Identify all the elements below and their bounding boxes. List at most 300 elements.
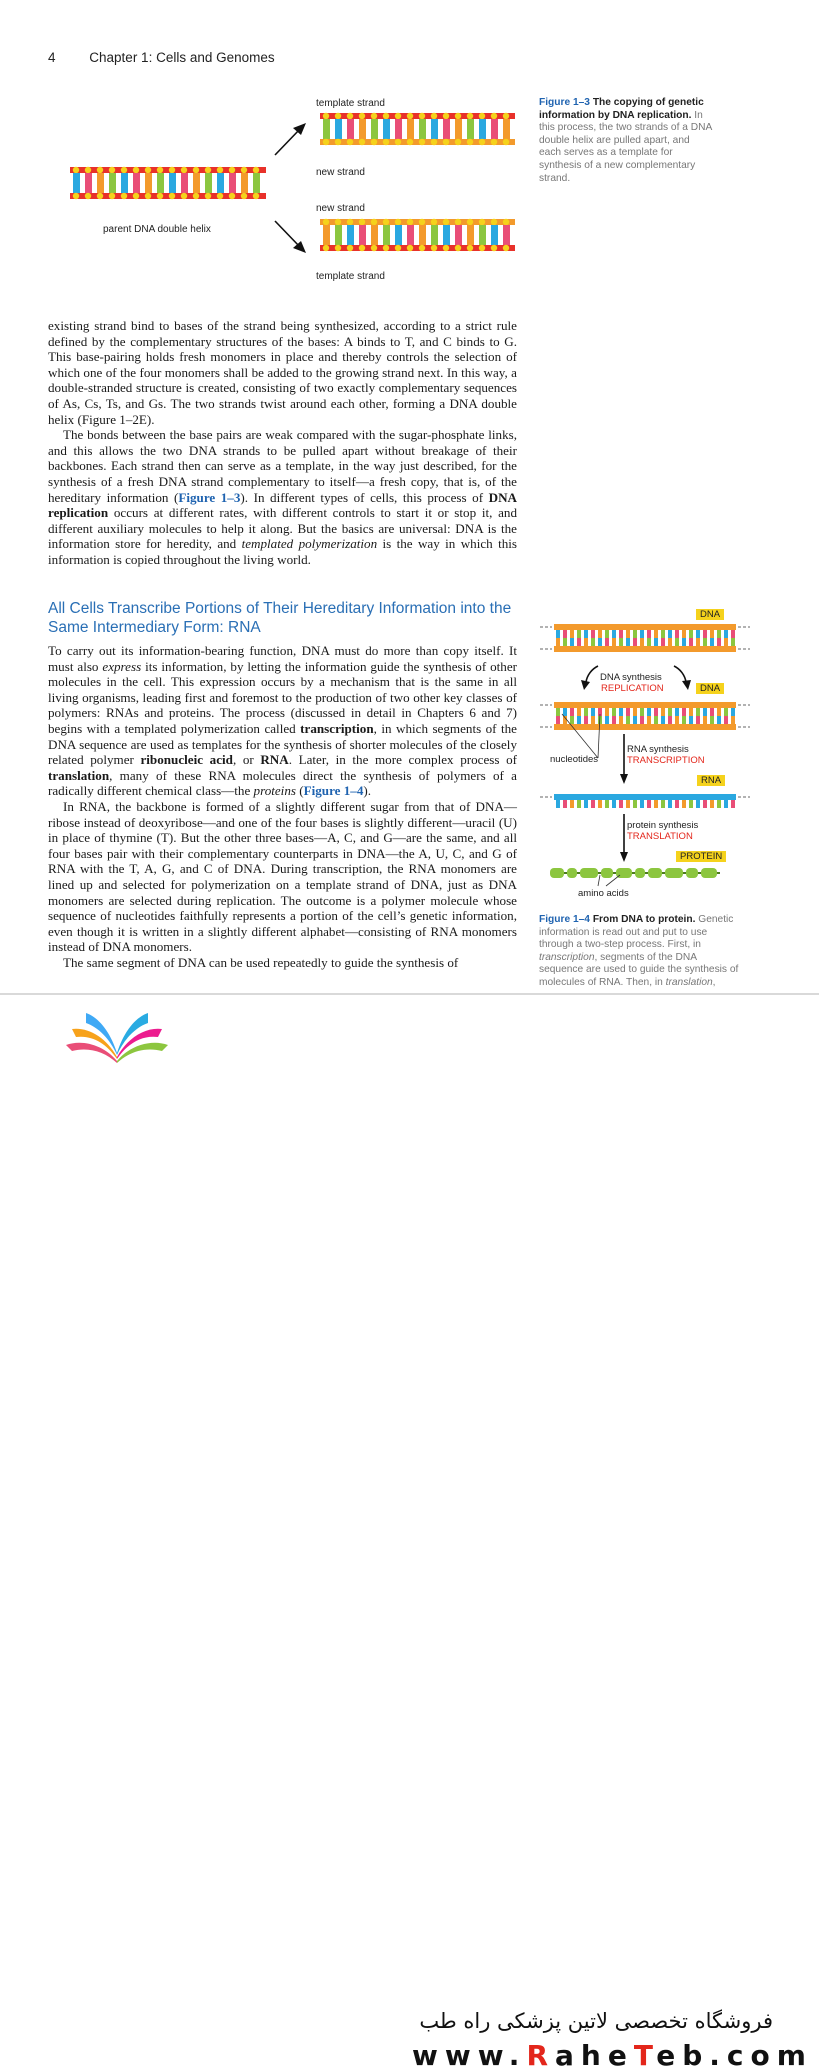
caption-number: Figure 1–4	[539, 914, 590, 925]
amino-acid	[686, 868, 698, 878]
phosphate	[181, 167, 187, 173]
label-rna-synthesis: RNA synthesis	[627, 744, 689, 755]
base	[717, 638, 721, 646]
arrowhead	[682, 680, 691, 690]
phosphate	[455, 113, 461, 119]
phosphate	[479, 113, 485, 119]
phosphate	[217, 167, 223, 173]
phosphate	[479, 219, 485, 225]
peptide-bond	[662, 872, 665, 874]
base	[253, 173, 260, 193]
base	[689, 716, 693, 724]
base	[419, 119, 426, 139]
arrowhead	[620, 852, 628, 862]
phosphate	[491, 245, 497, 251]
base	[682, 800, 686, 808]
phosphate	[419, 245, 425, 251]
base	[591, 708, 595, 716]
base	[640, 708, 644, 716]
tag-rna: RNA	[697, 775, 725, 786]
base	[157, 173, 164, 193]
phosphate	[97, 167, 103, 173]
phosphate	[169, 193, 175, 199]
phosphate	[419, 113, 425, 119]
base	[419, 225, 426, 245]
base	[640, 638, 644, 646]
base	[682, 716, 686, 724]
base	[654, 630, 658, 638]
textbook-page	[0, 0, 819, 995]
backbone	[554, 646, 736, 652]
base	[619, 800, 623, 808]
peptide-bond	[645, 872, 648, 874]
base	[731, 638, 735, 646]
base	[563, 708, 567, 716]
base	[556, 716, 560, 724]
base	[682, 638, 686, 646]
daughter-helix-bottom	[320, 219, 515, 251]
base	[626, 716, 630, 724]
phosphate	[395, 219, 401, 225]
rna-backbone	[554, 794, 736, 800]
base	[654, 708, 658, 716]
base	[696, 630, 700, 638]
base	[703, 800, 707, 808]
base	[323, 225, 330, 245]
base	[724, 716, 728, 724]
phosphate	[443, 219, 449, 225]
base	[591, 630, 595, 638]
body-text-top	[48, 318, 517, 568]
arrow-upper	[275, 129, 300, 155]
base	[347, 119, 354, 139]
base	[626, 638, 630, 646]
base	[584, 716, 588, 724]
peptide-bond	[683, 872, 686, 874]
base	[335, 225, 342, 245]
base	[717, 630, 721, 638]
base	[563, 630, 567, 638]
base	[612, 800, 616, 808]
phosphate	[407, 139, 413, 145]
base	[689, 708, 693, 716]
backbone	[554, 724, 736, 730]
base	[455, 225, 462, 245]
base	[703, 630, 707, 638]
base	[675, 638, 679, 646]
phosphate	[383, 113, 389, 119]
base	[407, 119, 414, 139]
base	[584, 708, 588, 716]
phosphate	[371, 219, 377, 225]
base	[731, 716, 735, 724]
caption-heading: The copying of genetic information by DNA replication.	[539, 97, 704, 121]
base	[619, 716, 623, 724]
base	[633, 630, 637, 638]
base	[633, 638, 637, 646]
base	[605, 800, 609, 808]
phosphate	[407, 219, 413, 225]
phosphate	[347, 219, 353, 225]
base	[383, 119, 390, 139]
base	[455, 119, 462, 139]
base	[696, 716, 700, 724]
phosphate	[347, 139, 353, 145]
paragraph: The same segment of DNA can be used repeatedly to guide the synthesis of	[63, 954, 459, 970]
phosphate	[85, 193, 91, 199]
base	[395, 119, 402, 139]
base	[640, 630, 644, 638]
phosphate	[455, 219, 461, 225]
phosphate	[503, 219, 509, 225]
phosphate	[145, 167, 151, 173]
phosphate	[467, 219, 473, 225]
section-heading: All Cells Transcribe Portions of Their Hereditary Information into the Same Intermediary Form: RNA	[48, 600, 512, 636]
base	[710, 716, 714, 724]
base	[696, 638, 700, 646]
phosphate	[73, 167, 79, 173]
base	[661, 800, 665, 808]
phosphate	[323, 139, 329, 145]
base	[612, 638, 616, 646]
label-new-strand-bottom: new strand	[316, 203, 365, 214]
phosphate	[395, 245, 401, 251]
phosphate	[133, 167, 139, 173]
base	[577, 716, 581, 724]
base	[395, 225, 402, 245]
phosphate	[491, 113, 497, 119]
base	[675, 800, 679, 808]
caption-heading: From DNA to protein.	[592, 914, 696, 925]
peptide-bond	[598, 872, 601, 874]
leader-line	[598, 875, 600, 886]
base	[710, 708, 714, 716]
base	[675, 716, 679, 724]
caption-number: Figure 1–3	[539, 97, 590, 108]
phosphate	[431, 219, 437, 225]
base	[710, 630, 714, 638]
base	[479, 119, 486, 139]
phosphate	[241, 167, 247, 173]
phosphate	[467, 113, 473, 119]
base	[619, 630, 623, 638]
base	[383, 225, 390, 245]
arrowhead	[581, 680, 590, 690]
daughter-helix-top	[320, 113, 515, 145]
base	[556, 638, 560, 646]
phosphate	[205, 193, 211, 199]
base	[689, 800, 693, 808]
phosphate	[241, 193, 247, 199]
label-new-strand-top: new strand	[316, 167, 365, 178]
figure-1-3-diagram	[60, 95, 520, 285]
tag-protein: PROTEIN	[676, 851, 726, 862]
phosphate	[371, 113, 377, 119]
base	[407, 225, 414, 245]
base	[145, 173, 152, 193]
base	[205, 173, 212, 193]
peptide-bond	[613, 872, 616, 874]
phosphate	[455, 139, 461, 145]
base	[121, 173, 128, 193]
arrowhead	[620, 774, 628, 784]
figure-1-4-caption: Figure 1–4 From DNA to protein. Genetic information is read out and put to use through a two-step process. First, in transcription, segments of the DNA sequence are used to guide the synthesis of molecules of RNA. Then, in translation,	[539, 914, 739, 988]
base	[654, 716, 658, 724]
base	[577, 630, 581, 638]
phosphate	[491, 219, 497, 225]
phosphate	[419, 139, 425, 145]
base	[668, 800, 672, 808]
tag-dna-mid: DNA	[696, 683, 724, 694]
base	[668, 630, 672, 638]
peptide-bond	[632, 872, 635, 874]
base	[668, 708, 672, 716]
base	[563, 638, 567, 646]
phosphate	[443, 245, 449, 251]
amino-acid	[550, 868, 564, 878]
protein-chain	[550, 868, 720, 878]
phosphate	[347, 113, 353, 119]
base	[431, 225, 438, 245]
peptide-bond	[564, 872, 567, 874]
paragraph: In RNA, the backbone is formed of a slightly different sugar from that of DNA—ribose instead of deoxyribose—and one of the four bases is slightly different—uracil (U) in place of thymine (T). But the other three bases—A, C, and G—are the same, and all four bases pair with their complementary counterparts in DNA—the A, U, C, and G of RNA with the T, A, G, and C of DNA. During transcription, the RNA monomers are lined up and selected for polymerization on a template strand of DNA, just as DNA monomers are selected during replication. The outcome is a polymer molecule whose sequence of nucleotides faithfully represents a portion of the cell’s genetic information, even though it is written in a slightly different alphabet—consisting of RNA monomers instead of DNA monomers.	[48, 798, 517, 955]
paragraph: existing strand bind to bases of the strand being synthesized, according to a strict rule defined by the complementary structures of the bases: A binds to T, and C binds to G. This base-pairing holds fresh monomers in place and thereby controls the selection of which one of the four monomers shall be added to the growing strand next. In this way, a double-stranded structure is created, consisting of two exactly complementary sequences of As, Cs, Ts, and Gs. The two strands twist around each other, forming a DNA double helix (Figure 1–2E).	[48, 318, 517, 427]
base	[731, 630, 735, 638]
phosphate	[359, 245, 365, 251]
base	[73, 173, 80, 193]
phosphate	[383, 245, 389, 251]
base	[347, 225, 354, 245]
phosphate	[323, 113, 329, 119]
base	[503, 119, 510, 139]
base	[556, 708, 560, 716]
figure-reference-link[interactable]: Figure 1–4	[303, 783, 364, 799]
amino-acid	[601, 868, 613, 878]
phosphate	[407, 245, 413, 251]
base	[229, 173, 236, 193]
chapter-label: Chapter 1:	[89, 50, 153, 65]
phosphate	[109, 193, 115, 199]
phosphate	[121, 193, 127, 199]
base	[654, 800, 658, 808]
phosphate	[467, 245, 473, 251]
base	[335, 119, 342, 139]
phosphate	[335, 245, 341, 251]
base	[717, 708, 721, 716]
base	[640, 800, 644, 808]
phosphate	[359, 113, 365, 119]
phosphate	[359, 219, 365, 225]
base	[633, 716, 637, 724]
label-transcription: TRANSCRIPTION	[627, 755, 705, 766]
base	[591, 638, 595, 646]
amino-acid	[701, 868, 717, 878]
base	[675, 708, 679, 716]
base	[584, 800, 588, 808]
base	[724, 708, 728, 716]
base	[491, 225, 498, 245]
base	[724, 800, 728, 808]
base	[605, 716, 609, 724]
label-parent-helix: parent DNA double helix	[103, 224, 211, 235]
base	[133, 173, 140, 193]
amino-acid	[580, 868, 598, 878]
phosphate	[479, 139, 485, 145]
base	[598, 638, 602, 646]
base	[675, 630, 679, 638]
phosphate	[253, 167, 259, 173]
base	[359, 119, 366, 139]
base	[633, 708, 637, 716]
phosphate	[193, 193, 199, 199]
phosphate	[443, 113, 449, 119]
rna-strand	[540, 794, 750, 808]
phosphate	[229, 167, 235, 173]
phosphate	[383, 139, 389, 145]
base	[591, 716, 595, 724]
base	[696, 800, 700, 808]
amino-acid	[567, 868, 577, 878]
base	[626, 800, 630, 808]
phosphate	[205, 167, 211, 173]
base	[491, 119, 498, 139]
phosphate	[479, 245, 485, 251]
base	[626, 630, 630, 638]
label-translation: TRANSLATION	[627, 831, 693, 842]
phosphate	[145, 193, 151, 199]
paragraph: To carry out its information-bearing function, DNA must do more than copy itself. It must also express its information, by letting the information guide the synthesis of other molecules in the cell. This expression occurs by a mechanism that is the same in all living organisms, leading first and foremost to the production of two other key classes of polymers: RNAs and proteins. The process (discussed in detail in Chapters 6 and 7) begins with a templated polymerization called transcription, in which segments of the DNA sequence are used as templates for the synthesis of shorter molecules of the closely related polymer ribonucleic acid, or RNA. Later, in the more complex process of translation, many of these RNA molecules direct the synthesis of polymers of a radically different chemical class—the proteins (Figure 1–4).	[48, 643, 517, 799]
base	[724, 630, 728, 638]
label-protein-synthesis: protein synthesis	[627, 820, 699, 831]
label-template-strand-bottom: template strand	[316, 271, 385, 282]
base	[724, 638, 728, 646]
label-nucleotides: nucleotides	[550, 754, 599, 765]
phosphate	[455, 245, 461, 251]
base	[556, 630, 560, 638]
base	[654, 638, 658, 646]
phosphate	[73, 193, 79, 199]
base	[647, 638, 651, 646]
phosphate	[133, 193, 139, 199]
phosphate	[121, 167, 127, 173]
base	[584, 630, 588, 638]
base	[605, 638, 609, 646]
base	[647, 800, 651, 808]
base	[668, 638, 672, 646]
base	[570, 716, 574, 724]
base	[570, 800, 574, 808]
phosphate	[169, 167, 175, 173]
figure-1-3-caption	[539, 97, 714, 185]
base	[503, 225, 510, 245]
base	[359, 225, 366, 245]
phosphate	[395, 139, 401, 145]
base	[577, 638, 581, 646]
base	[371, 119, 378, 139]
store-url[interactable]: www.RaheTeb.com	[412, 2039, 813, 2072]
cycle-arrow-right	[674, 666, 686, 682]
store-name: فروشگاه تخصصی لاتین پزشکی راه طب	[419, 2009, 773, 2033]
phosphate	[323, 219, 329, 225]
peptide-bond	[698, 872, 701, 874]
phosphate	[335, 219, 341, 225]
page-number: 4	[48, 50, 56, 65]
tag-dna-top: DNA	[696, 609, 724, 620]
base	[584, 638, 588, 646]
base	[598, 630, 602, 638]
base	[371, 225, 378, 245]
body-text-bottom	[48, 643, 517, 970]
base	[591, 800, 595, 808]
phosphate	[109, 167, 115, 173]
phosphate	[371, 245, 377, 251]
label-replication: REPLICATION	[601, 683, 664, 694]
base	[169, 173, 176, 193]
base	[647, 716, 651, 724]
chapter-title: Cells and Genomes	[156, 50, 275, 65]
backbone	[554, 624, 736, 630]
base	[710, 638, 714, 646]
base	[431, 119, 438, 139]
phosphate	[503, 139, 509, 145]
base	[570, 638, 574, 646]
base	[682, 708, 686, 716]
base	[612, 708, 616, 716]
figure-reference-link[interactable]: Figure 1–3	[178, 489, 241, 505]
parent-dna-helix	[70, 167, 266, 199]
paragraph: The bonds between the base pairs are weak compared with the sugar-phosphate links, and this allows the two DNA strands to be pulled apart without breakage of their backbones. Each strand then can serve as a template, in the way just described, for the synthesis of a fresh DNA strand complementary to itself—a fresh copy, that is, of the hereditary information (Figure 1–3). In different types of cells, this process of DNA replication occurs at different rates, with different controls to start it or stop it, and different auxiliary molecules to help it along. But the basics are universal: DNA is the information store for heredity, and templated polymerization is the way in which this information is copied throughout the living world.	[48, 427, 517, 567]
base	[619, 708, 623, 716]
base	[661, 638, 665, 646]
amino-acid	[665, 868, 683, 878]
arrow-lower	[275, 221, 300, 247]
phosphate	[229, 193, 235, 199]
label-amino-acids: amino acids	[578, 888, 629, 899]
phosphate	[157, 193, 163, 199]
base	[577, 800, 581, 808]
phosphate	[323, 245, 329, 251]
cycle-arrow-left	[586, 666, 598, 682]
label-dna-synthesis: DNA synthesis	[600, 672, 662, 683]
book-logo-icon	[60, 1005, 175, 1067]
phosphate	[395, 113, 401, 119]
base	[467, 225, 474, 245]
dna-double-strand-top	[540, 624, 750, 652]
base	[479, 225, 486, 245]
phosphate	[419, 219, 425, 225]
base	[570, 630, 574, 638]
base	[717, 800, 721, 808]
base	[647, 708, 651, 716]
phosphate	[407, 113, 413, 119]
base	[241, 173, 248, 193]
phosphate	[443, 139, 449, 145]
base	[97, 173, 104, 193]
base	[640, 716, 644, 724]
base	[717, 716, 721, 724]
phosphate	[431, 245, 437, 251]
phosphate	[335, 113, 341, 119]
base	[181, 173, 188, 193]
base	[703, 708, 707, 716]
base	[85, 173, 92, 193]
amino-acid	[635, 868, 645, 878]
base	[731, 708, 735, 716]
phosphate	[383, 219, 389, 225]
base	[193, 173, 200, 193]
base	[696, 708, 700, 716]
base	[323, 119, 330, 139]
